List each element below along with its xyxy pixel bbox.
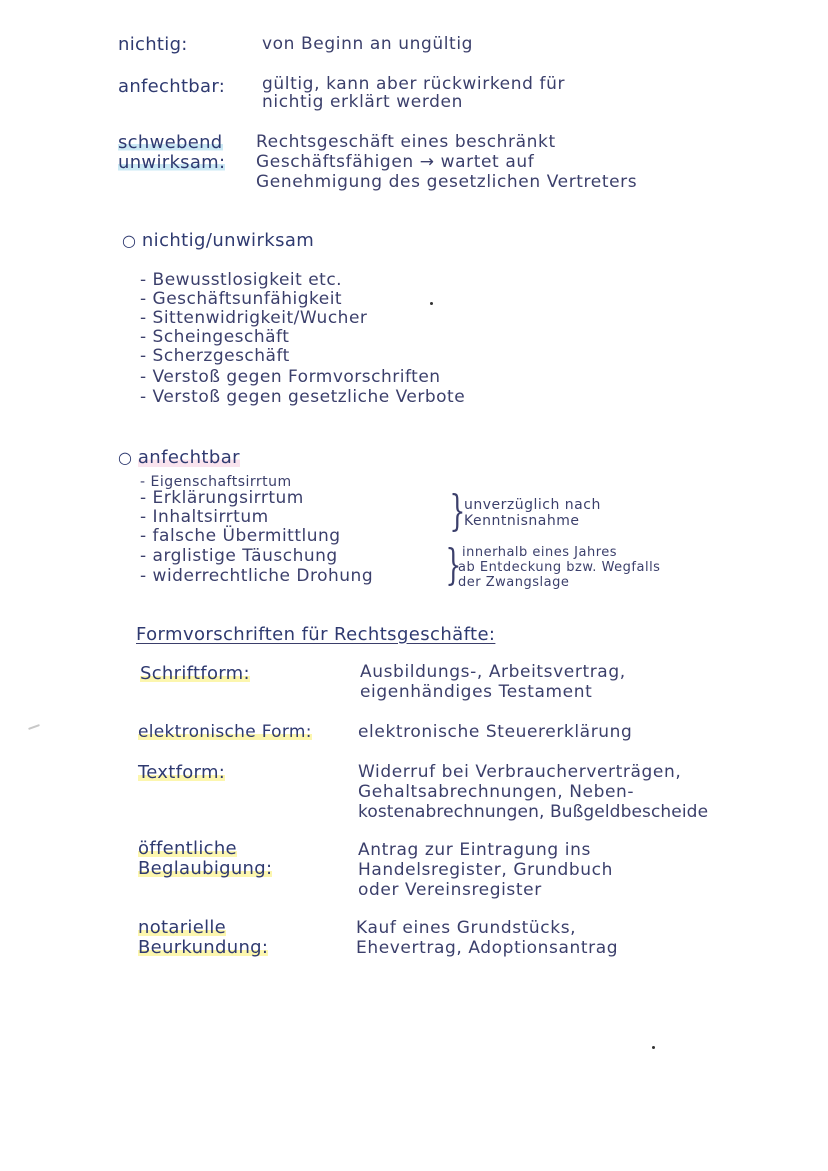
note-jahr-line-2: ab Entdeckung bzw. Wegfalls (458, 560, 661, 575)
section-form-title: Formvorschriften für Rechtsgeschäfte: (136, 624, 496, 645)
form-def-textform-line-2: Gehaltsabrechnungen, Neben- (358, 782, 635, 802)
form-def-beglaubigung-line-3: oder Vereinsregister (358, 880, 542, 900)
form-term-beglaubigung-2: Beglaubigung: (138, 858, 273, 879)
list-item: - Verstoß gegen gesetzliche Verbote (140, 387, 466, 407)
form-def-schriftform-line-2: eigenhändiges Testament (360, 682, 593, 702)
list-item: - Scheingeschäft (140, 327, 290, 347)
term-schwebend: schwebend (118, 132, 223, 153)
list-item: - Scherzgeschäft (140, 346, 290, 366)
term-anfechtbar: anfechtbar: (118, 76, 226, 97)
form-def-beurkundung-line-1: Kauf eines Grundstücks, (356, 918, 577, 938)
list-item: - Sittenwidrigkeit/Wucher (140, 308, 368, 328)
term-nichtig: nichtig: (118, 34, 188, 55)
form-def-elektronisch-line-1: elektronische Steuererklärung (358, 722, 633, 742)
form-term-beglaubigung-1: öffentliche (138, 838, 237, 859)
section-anfechtbar-label: anfechtbar (137, 447, 240, 468)
note-unverzueglich-line-2: Kenntnisnahme (464, 513, 580, 529)
list-item: - Inhaltsirrtum (140, 507, 269, 527)
list-item: - arglistige Täuschung (140, 546, 338, 566)
term-unwirksam: unwirksam: (118, 152, 226, 173)
list-item: - widerrechtliche Drohung (140, 566, 374, 586)
def-schwebend-line-3: Genehmigung des gesetzlichen Vertreters (256, 172, 638, 192)
form-term-schriftform: Schriftform: (140, 663, 250, 684)
list-item: - falsche Übermittlung (140, 526, 341, 546)
def-anfechtbar-line-1: gültig, kann aber rückwirkend für (262, 74, 566, 94)
section-nichtig-label: nichtig/unwirksam (141, 230, 315, 251)
list-item: - Erklärungsirrtum (140, 488, 304, 508)
list-item: - Verstoß gegen Formvorschriften (140, 367, 441, 387)
def-schwebend-line-1: Rechtsgeschäft eines beschränkt (256, 132, 556, 152)
form-term-elektronisch: elektronische Form: (138, 722, 312, 742)
section-nichtig-title (122, 232, 314, 250)
form-term-textform: Textform: (138, 762, 226, 783)
form-term-beurkundung-2: Beurkundung: (138, 937, 269, 958)
circle-bullet-icon: ○ (118, 448, 138, 467)
note-jahr-line-1: innerhalb eines Jahres (462, 545, 618, 560)
def-anfechtbar-line-2: nichtig erklärt werden (262, 92, 463, 112)
list-item: - Geschäftsunfähigkeit (140, 289, 343, 309)
ink-dot (430, 302, 433, 305)
section-anfechtbar-title (118, 449, 240, 467)
def-schwebend-line-2: Geschäftsfähigen → wartet auf (256, 152, 535, 172)
form-def-beglaubigung-line-1: Antrag zur Eintragung ins (358, 840, 591, 860)
form-def-textform-line-3: kostenabrechnungen, Bußgeldbescheide (358, 802, 709, 822)
curly-brace-icon: } (449, 486, 466, 535)
curly-brace-icon: } (445, 540, 462, 589)
circle-bullet-icon: ○ (122, 231, 142, 250)
form-def-textform-line-1: Widerruf bei Verbraucherverträgen, (358, 762, 682, 782)
def-nichtig-line-1: von Beginn an ungültig (262, 34, 474, 54)
note-unverzueglich-line-1: unverzüglich nach (464, 497, 601, 513)
form-def-beglaubigung-line-2: Handelsregister, Grundbuch (358, 860, 613, 880)
paper-mark (28, 724, 40, 730)
form-def-beurkundung-line-2: Ehevertrag, Adoptionsantrag (356, 938, 619, 958)
note-jahr-line-3: der Zwangslage (458, 575, 570, 590)
ink-dot (652, 1046, 655, 1049)
list-item: - Bewusstlosigkeit etc. (140, 270, 343, 290)
list-item: - Eigenschaftsirrtum (140, 474, 292, 490)
form-term-beurkundung-1: notarielle (138, 917, 227, 938)
form-def-schriftform-line-1: Ausbildungs-, Arbeitsvertrag, (360, 662, 626, 682)
